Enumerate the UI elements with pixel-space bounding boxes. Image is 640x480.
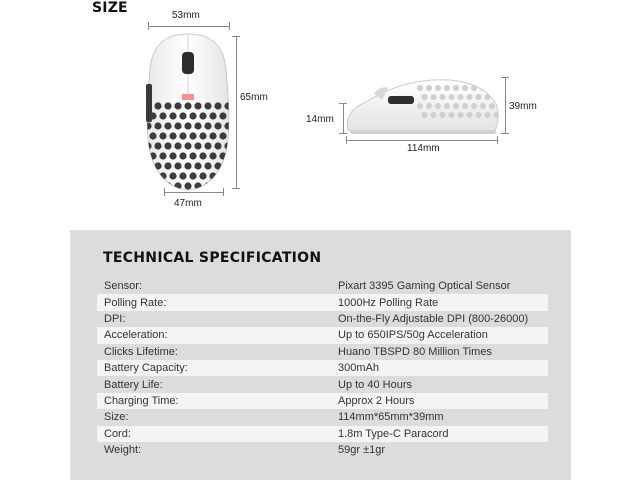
mouse-side-view-image xyxy=(344,74,502,136)
spec-value: Pixart 3395 Gaming Optical Sensor xyxy=(338,280,511,293)
spec-key: Battery Capacity: xyxy=(104,362,188,375)
side-length-tick-left xyxy=(346,136,347,144)
spec-value: Approx 2 Hours xyxy=(338,394,415,407)
top-width-tick-right xyxy=(229,22,230,30)
side-front-height-label: 14mm xyxy=(306,114,334,125)
spec-value: 1.8m Type-C Paracord xyxy=(338,427,449,440)
side-height-label: 39mm xyxy=(509,101,537,112)
spec-row xyxy=(97,442,548,458)
spec-key: Cord: xyxy=(104,427,131,440)
spec-value: 114mm*65mm*39mm xyxy=(338,411,444,424)
spec-value: 300mAh xyxy=(338,362,379,375)
top-width-label: 53mm xyxy=(172,10,200,21)
top-width-line xyxy=(148,26,230,27)
spec-key: Charging Time: xyxy=(104,394,179,407)
spec-row xyxy=(97,344,548,360)
spec-value: Up to 650IPS/50g Acceleration xyxy=(338,329,488,342)
spec-key: Acceleration: xyxy=(104,329,168,342)
spec-value: 59gr ±1gr xyxy=(338,444,386,457)
spec-row xyxy=(97,311,548,327)
spec-key: Polling Rate: xyxy=(104,296,167,309)
side-length-label: 114mm xyxy=(407,143,440,154)
spec-value: 1000Hz Polling Rate xyxy=(338,296,439,309)
side-length-line xyxy=(346,140,498,141)
side-length-tick-right xyxy=(497,136,498,144)
size-heading: SIZE xyxy=(92,0,128,16)
side-height-tick-top xyxy=(501,77,509,78)
spec-key: Size: xyxy=(104,411,129,424)
spec-key: DPI: xyxy=(104,312,126,325)
spec-value: On-the-Fly Adjustable DPI (800-26000) xyxy=(338,312,529,325)
spec-row xyxy=(97,426,548,442)
side-height-line xyxy=(505,77,506,133)
spec-value: Huano TBSPD 80 Million Times xyxy=(338,345,492,358)
spec-row xyxy=(97,376,548,392)
side-height-tick-bottom xyxy=(501,133,509,134)
mouse-top-view-image xyxy=(138,30,238,194)
spec-value: Up to 40 Hours xyxy=(338,378,412,391)
spec-row xyxy=(97,278,548,294)
spec-row xyxy=(97,294,548,310)
top-length-label: 65mm xyxy=(240,92,268,103)
spec-key: Battery Life: xyxy=(104,378,163,391)
spec-heading: TECHNICAL SPECIFICATION xyxy=(103,250,322,266)
spec-table xyxy=(97,278,548,458)
spec-row xyxy=(97,393,548,409)
spec-row xyxy=(97,327,548,343)
spec-key: Sensor: xyxy=(104,280,142,293)
spec-key: Clicks Lifetime: xyxy=(104,345,178,358)
bottom-width-label: 47mm xyxy=(174,198,202,209)
spec-row xyxy=(97,409,548,425)
spec-row xyxy=(97,360,548,376)
top-width-tick-left xyxy=(148,22,149,30)
spec-key: Weight: xyxy=(104,444,142,457)
